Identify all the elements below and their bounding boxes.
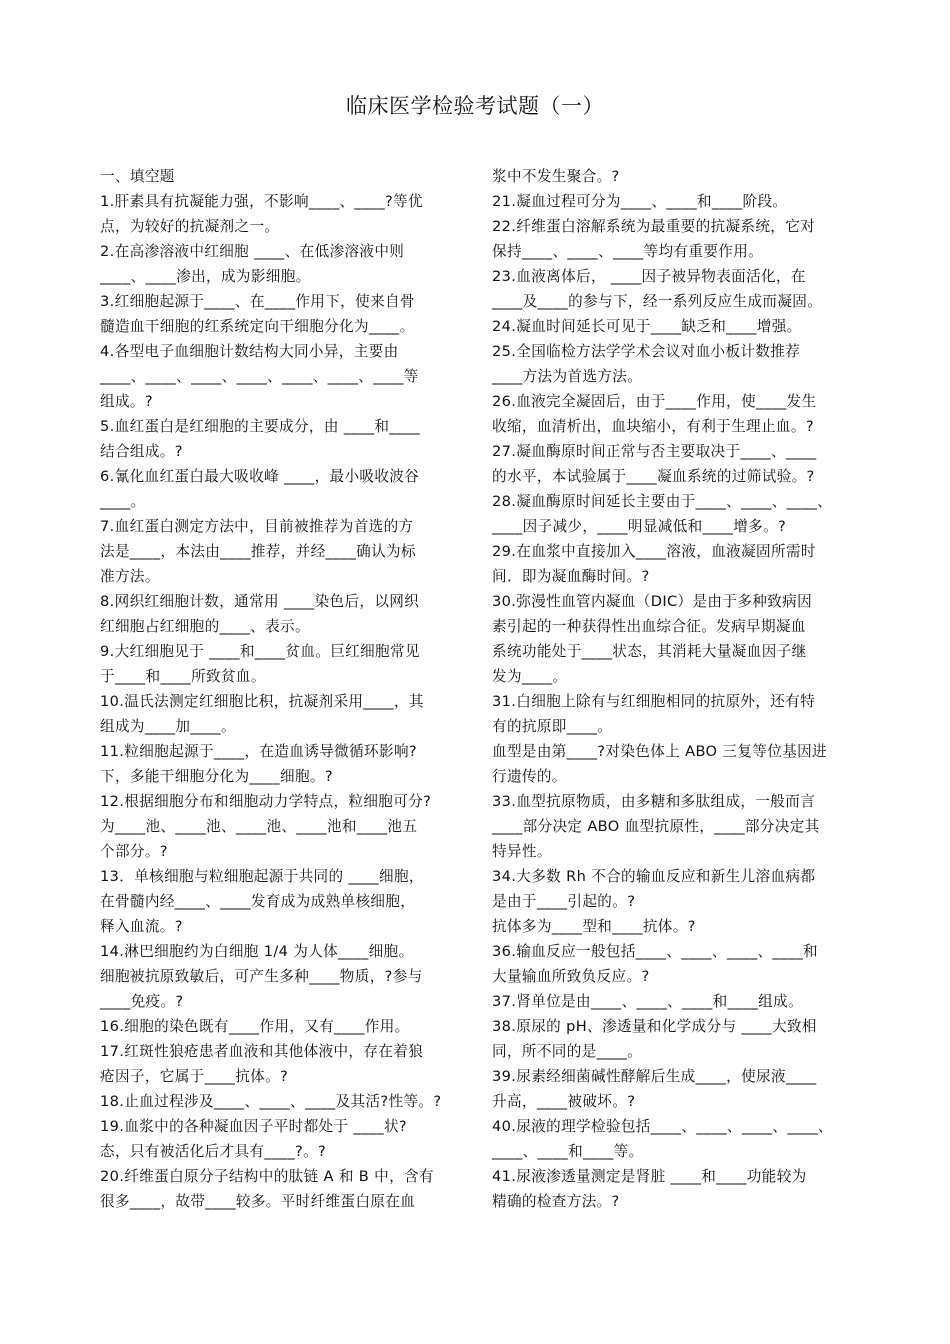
- right-column-text-line: 28.凝血酶原时间延长主要由于____、____、____、: [492, 493, 833, 510]
- right-column-text-line: 24.凝血时间延长可见于____缺乏和____增强。: [492, 318, 802, 335]
- left-column-text-line: 19.血浆中的各种凝血因子平时都处于 ____状?: [100, 1118, 408, 1135]
- left-column-text-line: 4.各型电子血细胞计数结构大同小异，主要由: [100, 343, 399, 360]
- left-column-text-line: 6.氰化血红蛋白最大吸收峰 ____，最小吸收波谷: [100, 468, 420, 485]
- left-column-text-line: 下，多能干细胞分化为____细胞。?: [100, 768, 333, 785]
- left-column-text-line: ____、____、____、____、____、____、____等: [100, 368, 419, 385]
- right-column-text-line: 收缩，血清析出，血块缩小，有利于生理止血。?: [492, 418, 814, 435]
- left-column-text-line: 11.粒细胞起源于____，在造血诱导微循环影响?: [100, 743, 417, 760]
- right-column-text-line: 保持____、____、____等均有重要作用。: [492, 243, 764, 260]
- left-column-text-line: 20.纤维蛋白原分子结构中的肽链 A 和 B 中，含有: [100, 1168, 434, 1185]
- left-column-text-line: 在骨髓内经____、____发育成为成熟单核细胞，: [100, 893, 416, 910]
- right-column-text-line: 血型是由第____?对染色体上 ABO 三复等位基因进: [492, 743, 827, 760]
- right-column-text-line: ____因子减少，____明显减低和____增多。?: [492, 518, 787, 535]
- right-column-text-line: 有的抗原即____。: [492, 718, 613, 735]
- left-column-text-line: 18.止血过程涉及____、____、____及其活?性等。?: [100, 1093, 442, 1110]
- right-column-text-line: 26.血液完全凝固后，由于____作用，使____发生: [492, 393, 817, 410]
- right-column-text-line: 34.大多数 Rh 不合的输血反应和新生儿溶血病都: [492, 868, 816, 885]
- right-column-text-line: 41.尿液渗透量测定是肾脏 ____和____功能较为: [492, 1168, 807, 1185]
- left-column-text-line: 态，只有被活化后才具有____?。?: [100, 1143, 327, 1160]
- left-column-text-line: ____、____渗出，成为影细胞。: [100, 268, 311, 285]
- right-column-text-line: 22.纤维蛋白溶解系统为最重要的抗凝系统，它对: [492, 218, 816, 235]
- left-column-text-line: 点，为较好的抗凝剂之一。: [100, 218, 280, 235]
- left-column-text-line: 8.网织红细胞计数，通常用 ____染色后，以网织: [100, 593, 420, 610]
- right-column-text-line: 浆中不发生聚合。?: [492, 168, 620, 185]
- left-column-text-line: 疮因子，它属于____抗体。?: [100, 1068, 289, 1085]
- right-column-text-line: 的水平，本试验属于____凝血系统的过筛试验。?: [492, 468, 815, 485]
- right-column-text-line: 系统功能处于____状态，其消耗大量凝血因子继: [492, 643, 807, 660]
- right-column-text-line: 是由于____引起的。?: [492, 893, 636, 910]
- right-column-text-line: 抗体多为____型和____抗体。?: [492, 918, 696, 935]
- left-column-text-line: 16.细胞的染色既有____作用，又有____作用。: [100, 1018, 410, 1035]
- left-column-text-line: 结合组成。?: [100, 443, 183, 460]
- right-column-text-line: 39.尿素经细菌碱性酵解后生成____，使尿液____: [492, 1068, 817, 1085]
- right-column-text-line: 38.原尿的 pH、渗透量和化学成分与 ____大致相: [492, 1018, 817, 1035]
- left-column-text-line: 细胞被抗原致敏后，可产生多种____物质，?参与: [100, 968, 423, 985]
- left-column-text-line: 13．单核细胞与粒细胞起源于共同的 ____细胞，: [100, 868, 424, 885]
- left-column-text-line: 个部分。?: [100, 843, 168, 860]
- right-column-text-line: 25.全国临检方法学学术会议对血小板计数推荐: [492, 343, 801, 360]
- right-column-text-line: ____、____和____等。: [492, 1143, 644, 1160]
- left-column-text-line: 17.红斑性狼疮患者血液和其他体液中，存在着狼: [100, 1043, 424, 1060]
- left-column-text-line: ____免疫。?: [100, 993, 184, 1010]
- right-column-text-line: 33.血型抗原物质，由多糖和多肽组成，一般而言: [492, 793, 816, 810]
- left-column-text-line: 法是____，本法由____推荐，并经____确认为标: [100, 543, 416, 560]
- left-column-text-line: 7.血红蛋白测定方法中，目前被推荐为首选的方: [100, 518, 414, 535]
- right-column-text-line: 37.肾单位是由____、____、____和____组成。: [492, 993, 803, 1010]
- right-column-text-line: 31.白细胞上除有与红细胞相同的抗原外，还有特: [492, 693, 816, 710]
- left-column-text-line: 组成为____加____。: [100, 718, 236, 735]
- right-column-text-line: ____部分决定 ABO 血型抗原性，____部分决定其: [492, 818, 820, 835]
- right-column-text-line: 特异性。: [492, 843, 552, 860]
- left-column-text-line: 准方法。: [100, 568, 160, 585]
- right-column-text-line: 36.输血反应一般包括____、____、____、____和: [492, 943, 818, 960]
- left-column-text-line: 9.大红细胞见于 ____和____贫血。巨红细胞常见: [100, 643, 420, 660]
- right-column-text-line: 行遗传的。: [492, 768, 567, 785]
- left-column-text-line: 一、填空题: [100, 168, 175, 185]
- right-column-text-line: 升高，____被破坏。?: [492, 1093, 636, 1110]
- right-column-text-line: 27.凝血酶原时间正常与否主要取决于____、____: [492, 443, 817, 460]
- right-column-text-line: 40.尿液的理学检验包括____、____、____、____、: [492, 1118, 833, 1135]
- left-column-text-line: 3.红细胞起源于____、在____作用下，使来自骨: [100, 293, 415, 310]
- right-column: [492, 164, 858, 1214]
- right-column-text-line: 30.弥漫性血管内凝血（DIC）是由于多种致病因: [492, 593, 813, 610]
- left-column-text-line: 10.温氏法测定红细胞比积，抗凝剂采用____，其: [100, 693, 424, 710]
- right-column-text-line: 发为____。: [492, 668, 568, 685]
- left-column-text-line: 红细胞占红细胞的____、表示。: [100, 618, 310, 635]
- right-column-text-line: 23.血液离体后， ____因子被异物表面活化，在: [492, 268, 806, 285]
- left-column-text-line: 为____池、____池、____池、____池和____池五: [100, 818, 418, 835]
- left-column-text-line: 2.在高渗溶液中红细胞 ____、在低渗溶液中则: [100, 243, 405, 260]
- left-column-text-line: 5.血红蛋白是红细胞的主要成分，由 ____和____: [100, 418, 420, 435]
- left-column-text-line: 很多____，故带____较多。平时纤维蛋白原在血: [100, 1193, 416, 1210]
- right-column-text-line: ____及____的参与下，经一系列反应生成而凝固。: [492, 293, 823, 310]
- left-column: [100, 164, 465, 1214]
- left-column-text-line: 14.淋巴细胞约为白细胞 1/4 为人体____细胞。: [100, 943, 414, 960]
- right-column-text-line: 素引起的一种获得性出血综合征。发病早期凝血: [492, 618, 806, 635]
- right-column-text-line: 间．即为凝血酶时间。?: [492, 568, 650, 585]
- left-column-text-line: 于____和____所致贫血。: [100, 668, 266, 685]
- right-column-text-line: 同，所不同的是____。: [492, 1043, 643, 1060]
- left-column-text-line: ____。: [100, 493, 146, 510]
- right-column-text-line: 精确的检查方法。?: [492, 1193, 620, 1210]
- page-title: 临床医学检验考试题（一）: [346, 94, 604, 118]
- left-column-text-line: 髓造血干细胞的红系统定向干细胞分化为____。: [100, 318, 415, 335]
- left-column-text-line: 组成。?: [100, 393, 153, 410]
- left-column-text-line: 12.根据细胞分布和细胞动力学特点，粒细胞可分?: [100, 793, 432, 810]
- right-column-text-line: 大量输血所致负反应。?: [492, 968, 650, 985]
- left-column-text-line: 释入血流。?: [100, 918, 183, 935]
- right-column-text-line: 21.凝血过程可分为____、____和____阶段。: [492, 193, 788, 210]
- right-column-text-line: ____方法为首选方法。: [492, 368, 643, 385]
- right-column-text-line: 29.在血浆中直接加入____溶液，血液凝固所需时: [492, 543, 816, 560]
- left-column-text-line: 1.肝素具有抗凝能力强，不影响____、____?等优: [100, 193, 423, 210]
